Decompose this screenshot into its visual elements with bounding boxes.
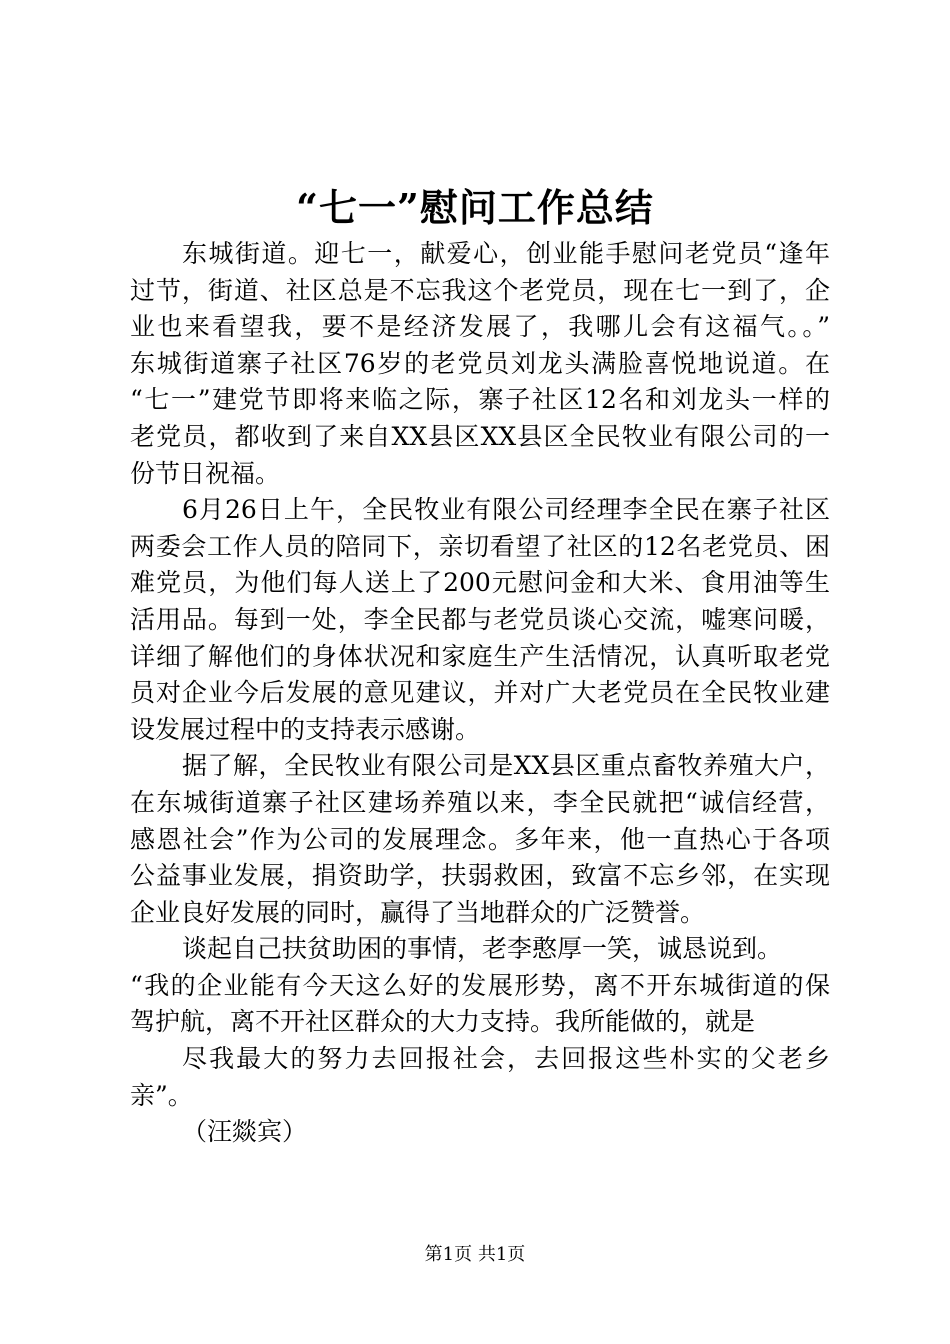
text-line: 亲”。 <box>130 1080 193 1110</box>
text-line: 业也来看望我，要不是经济发展了，我哪儿会有这福气。。” <box>130 312 830 342</box>
text-line: 详细了解他们的身体状况和家庭生产生活情况，认真听取老党 <box>130 641 830 671</box>
text-line: 员对企业今后发展的意见建议，并对广大老党员在全民牧业建 <box>130 678 830 708</box>
text-line: 驾护航，离不开社区群众的大力支持。我所能做的，就是 <box>130 1007 756 1037</box>
text-line: 东城街道。迎七一，献爱心，创业能手慰问老党员“逢年 <box>182 239 830 268</box>
text-line: 两委会工作人员的陪同下，亲切看望了社区的12名老党员、困 <box>130 531 830 561</box>
text-line: “七一”建党节即将来临之际，寨子社区12名和刘龙头一样的 <box>130 385 830 415</box>
text-line: 设发展过程中的支持表示感谢。 <box>130 714 481 744</box>
text-line: 老党员，都收到了来自XX县区XX县区全民牧业有限公司的一 <box>130 421 830 451</box>
text-line: 尽我最大的努力去回报社会，去回报这些朴实的父老乡 <box>182 1044 830 1074</box>
signature-line: （汪燚宾） <box>182 1117 308 1147</box>
text-line: 东城街道寨子社区76岁的老党员刘龙头满脸喜悦地说道。在 <box>130 348 830 378</box>
text-line: 谈起自己扶贫助困的事情，老李憨厚一笑，诚恳说到。 <box>182 934 783 964</box>
text-line: 份节日祝福。 <box>130 458 281 488</box>
text-line: “我的企业能有今天这么好的发展形势，离不开东城街道的保 <box>130 970 830 1000</box>
document-title: “七一”慰问工作总结 <box>296 185 654 230</box>
text-line: 感恩社会”作为公司的发展理念。多年来，他一直热心于各项 <box>130 824 830 854</box>
text-line: 企业良好发展的同时，赢得了当地群众的广泛赞誉。 <box>130 897 706 927</box>
text-line: 据了解，全民牧业有限公司是XX县区重点畜牧养殖大户， <box>182 751 830 781</box>
text-line: 6月26日上午，全民牧业有限公司经理李全民在寨子社区 <box>182 495 830 525</box>
text-line: 过节，街道、社区总是不忘我这个老党员，现在七一到了，企 <box>130 275 830 305</box>
text-line: 在东城街道寨子社区建场养殖以来，李全民就把“诚信经营， <box>130 787 830 817</box>
text-line: 公益事业发展，捐资助学，扶弱救困，致富不忘乡邻，在实现 <box>130 861 830 891</box>
text-line: 活用品。每到一处，李全民都与老党员谈心交流，嘘寒问暖， <box>130 604 830 634</box>
text-line: 难党员，为他们每人送上了200元慰问金和大米、食用油等生 <box>130 568 830 598</box>
document-body <box>130 236 830 1151</box>
page-footer: 第1页 共1页 <box>424 1244 526 1265</box>
